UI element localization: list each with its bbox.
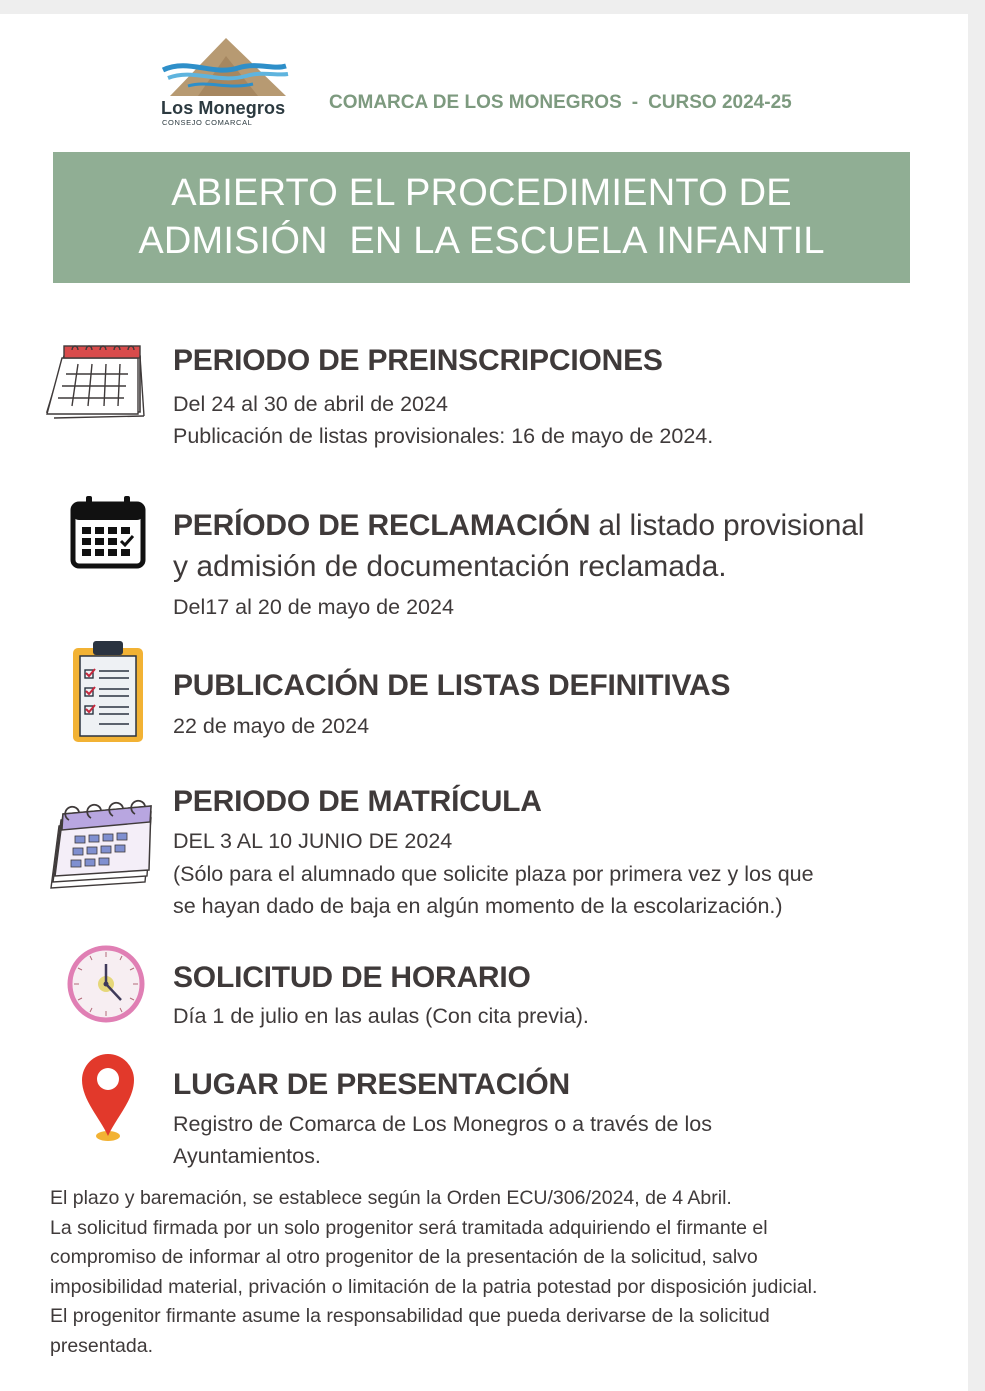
footer-line-2: La solicitud firmada por un solo progenitor será tramitada adquiriendo el firmante el xyxy=(50,1216,768,1239)
section-title-rest: al listado provisional xyxy=(590,509,865,542)
org-name: COMARCA DE LOS MONEGROS xyxy=(329,92,622,113)
map-pin-icon xyxy=(80,1052,136,1144)
section-title: PERIODO DE PREINSCRIPCIONES xyxy=(173,344,663,377)
clipboard-checklist-icon xyxy=(71,640,147,744)
section-title-line-2: y admisión de documentación reclamada. xyxy=(173,550,727,583)
section-line-3: se hayan dado de baja en algún momento de la escolarización.) xyxy=(173,894,783,918)
section-line-1: Registro de Comarca de Los Monegros o a través de los xyxy=(173,1112,712,1136)
flyer-page xyxy=(0,14,968,1391)
section-line-1: Del 24 al 30 de abril de 2024 xyxy=(173,392,448,416)
footer-line-5: El progenitor firmante asume la responsabilidad que pueda derivarse de la solicitud xyxy=(50,1305,770,1327)
section-line-1: Del17 al 20 de mayo de 2024 xyxy=(173,595,454,619)
header-title xyxy=(329,92,792,114)
header xyxy=(158,36,878,136)
mountain-logo-icon xyxy=(158,36,293,106)
section-line-2: (Sólo para el alumnado que solicite plaza por primera vez y los que xyxy=(173,862,814,886)
section-title: PUBLICACIÓN DE LISTAS DEFINITIVAS xyxy=(173,669,731,702)
section-title xyxy=(173,509,864,543)
calendar-sketch-icon xyxy=(44,342,146,420)
section-title: SOLICITUD DE HORARIO xyxy=(173,961,531,994)
logo-name: Los Monegros xyxy=(161,98,286,118)
clock-icon xyxy=(66,944,146,1024)
section-title-bold: PERÍODO DE RECLAMACIÓN xyxy=(173,509,591,542)
section-line-1: Día 1 de julio en las aulas (Con cita previa). xyxy=(173,1004,589,1028)
footer-line-6: presentada. xyxy=(50,1334,153,1357)
section-line-1: 22 de mayo de 2024 xyxy=(173,714,370,738)
calendar-spiral-icon xyxy=(47,796,155,890)
footer-notes xyxy=(50,1184,950,1361)
section-line-1: DEL 3 AL 10 JUNIO DE 2024 xyxy=(173,829,453,853)
header-separator: - xyxy=(631,92,639,113)
course-label: CURSO 2024-25 xyxy=(648,92,792,113)
main-banner xyxy=(53,152,910,283)
footer-line-4: imposibilidad material, privación o limitación de la patria potestad por disposición judicial. xyxy=(50,1275,818,1298)
section-line-2: Publicación de listas provisionales: 16 de mayo de 2024. xyxy=(173,424,714,448)
calendar-check-icon xyxy=(70,494,146,570)
footer-line-1: El plazo y baremación, se establece según la Orden ECU/306/2024, de 4 Abril. xyxy=(50,1187,732,1209)
banner-line-1: ABIERTO EL PROCEDIMIENTO DE xyxy=(171,172,792,214)
section-line-2: Ayuntamientos. xyxy=(173,1144,321,1168)
banner-line-2: ADMISIÓN EN LA ESCUELA INFANTIL xyxy=(138,220,825,262)
footer-line-3: compromiso de informar al otro progenitor de la presentación de la solicitud, salvo xyxy=(50,1246,758,1268)
section-title: PERIODO DE MATRÍCULA xyxy=(173,785,542,818)
logo-subtitle: CONSEJO COMARCAL xyxy=(162,118,253,127)
section-title: LUGAR DE PRESENTACIÓN xyxy=(173,1068,570,1101)
los-monegros-logo xyxy=(158,36,293,128)
